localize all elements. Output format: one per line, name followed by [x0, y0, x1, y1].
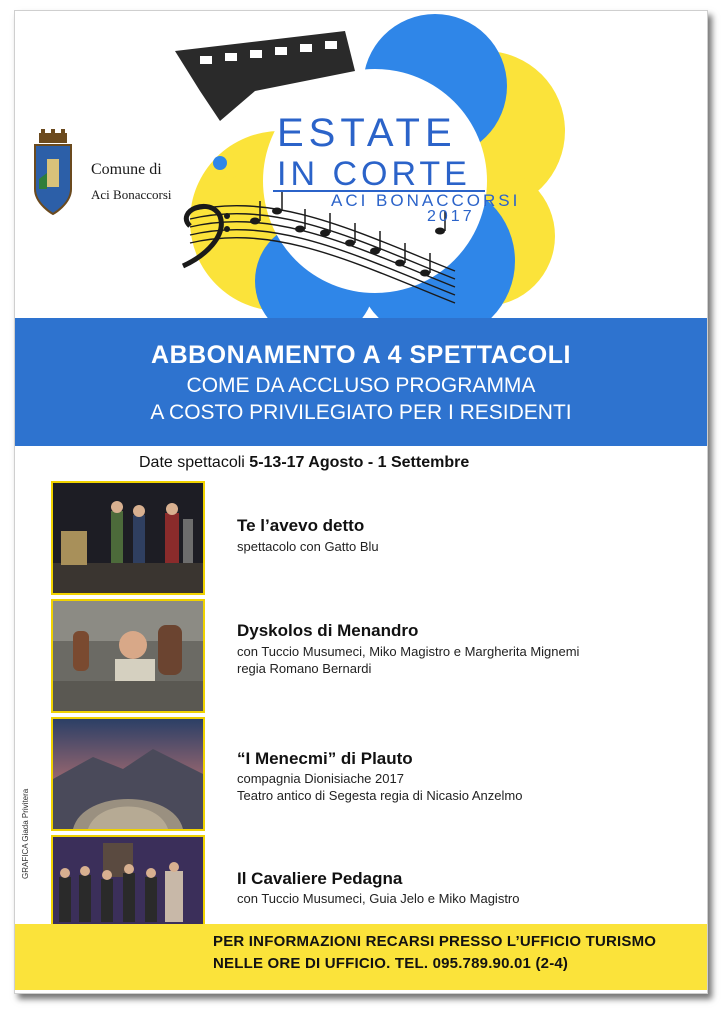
- show-title-2: Dyskolos di Menandro: [237, 621, 419, 640]
- subscription-line3: A COSTO PRIVILEGIATO PER I RESIDENTI: [150, 401, 572, 424]
- dates-value: 5-13-17 Agosto - 1 Settembre: [249, 454, 470, 471]
- show-info-2: con Tuccio Musumeci, Miko Magistro e Margherita Mignemi: [237, 644, 580, 659]
- event-title-line3: ACI BONACCORSI: [331, 191, 521, 210]
- event-title-line1: ESTATE: [277, 111, 457, 155]
- event-title-line2: IN CORTE: [277, 155, 471, 193]
- info-line2: NELLE ORE DI UFFICIO. TEL. 095.789.90.01 (2-4): [213, 955, 569, 972]
- show-dates: [139, 454, 469, 472]
- info-line1: PER INFORMAZIONI RECARSI PRESSO L’UFFICIO TURISMO: [213, 933, 657, 950]
- poster: [14, 10, 708, 994]
- comune-label: Comune di: [91, 161, 162, 178]
- show-info-3b: Teatro antico di Segesta regia di Nicasio Anzelmo: [237, 788, 523, 803]
- show-title-3: “I Menecmi” di Plauto: [237, 749, 413, 768]
- municipal-crest-icon: [33, 129, 73, 219]
- show-info-3: compagnia Dionisiache 2017: [237, 771, 404, 786]
- show-info-4: con Tuccio Musumeci, Guia Jelo e Miko Magistro: [237, 891, 520, 906]
- show-info-1: spettacolo con Gatto Blu: [237, 539, 379, 554]
- show-info-2b: regia Romano Bernardi: [237, 661, 372, 676]
- show-title-1: Te l’avevo detto: [237, 516, 365, 535]
- show-title-4: Il Cavaliere Pedagna: [237, 869, 403, 888]
- graphics-credit: GRAFICA Giada Privitera: [21, 788, 30, 879]
- show-photo-2: [51, 599, 205, 713]
- subscription-line2: COME DA ACCLUSO PROGRAMMA: [186, 374, 536, 397]
- subscription-title: ABBONAMENTO A 4 SPETTACOLI: [151, 341, 571, 369]
- event-year: 2017: [427, 208, 475, 225]
- show-photo-3: [51, 717, 205, 831]
- dates-label: Date spettacoli: [139, 454, 245, 471]
- show-photo-1: [51, 481, 205, 595]
- comune-name: Aci Bonaccorsi: [91, 187, 172, 202]
